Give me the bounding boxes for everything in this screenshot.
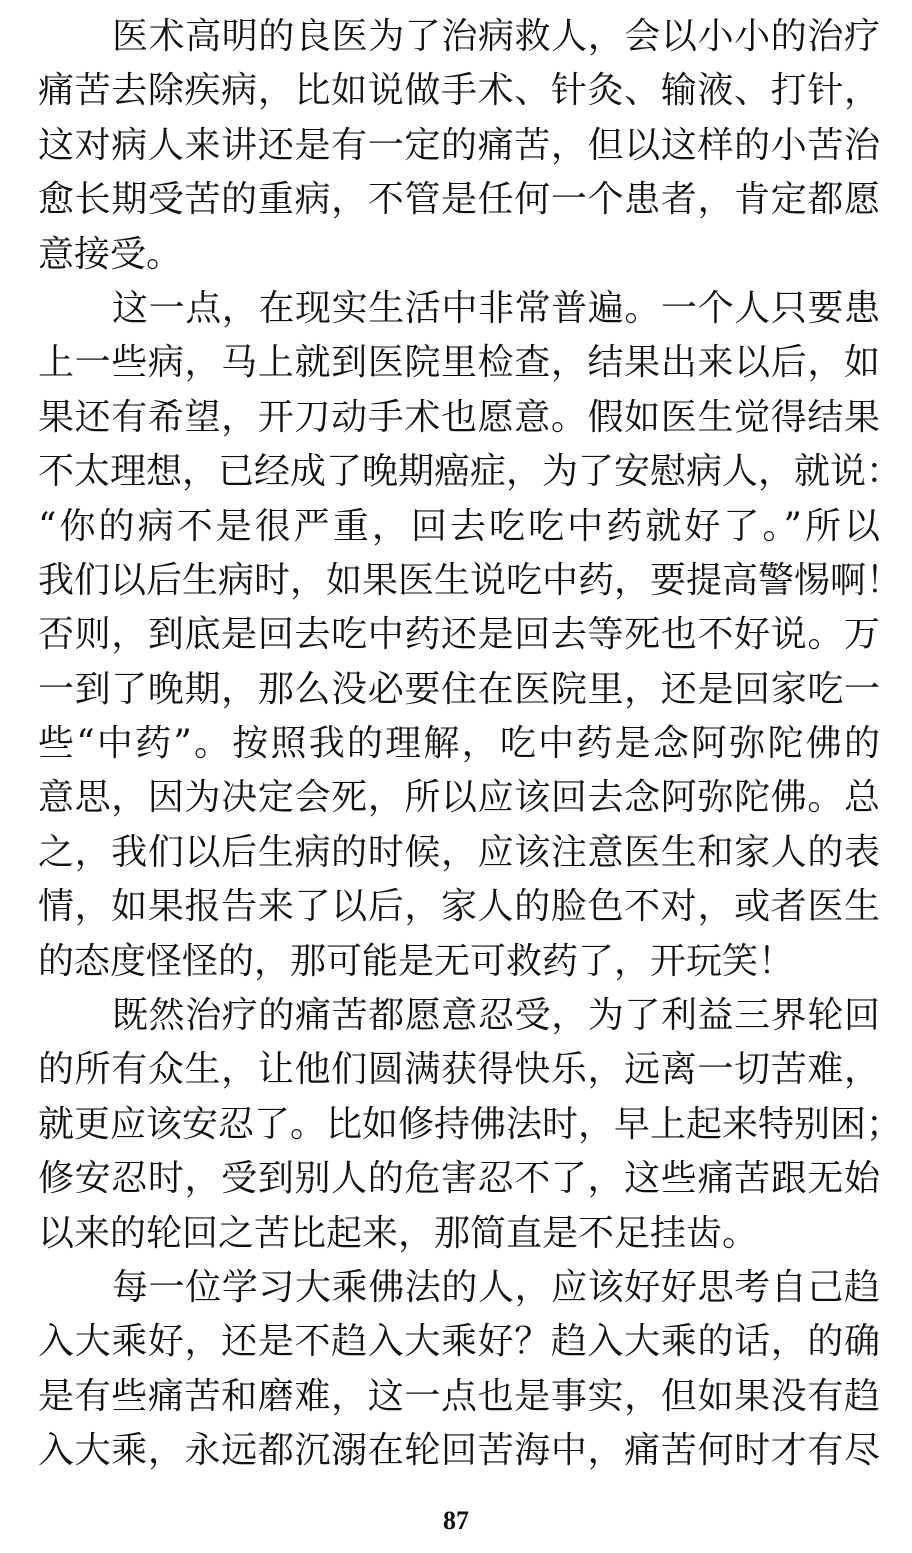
text-line: 意思，因为决定会死，所以应该回去念阿弥陀佛。总: [38, 777, 880, 819]
text-line: “你的病不是很严重，回去吃吃中药就好了。”所以: [38, 505, 880, 547]
text-line: 些“中药”。按照我的理解，吃中药是念阿弥陀佛的: [38, 723, 880, 765]
text-line: 意接受。: [38, 233, 183, 275]
text-line: 情，如果报告来了以后，家人的脸色不对，或者医生: [38, 886, 880, 928]
text-line: 愈长期受苦的重病，不管是任何一个患者，肯定都愿: [38, 179, 880, 221]
text-line: 之，我们以后生病的时候，应该注意医生和家人的表: [38, 831, 880, 873]
paragraph: [38, 10, 880, 282]
paragraph: [38, 989, 903, 1261]
text-line: 不太理想，已经成了晚期癌症，为了安慰病人，就说：: [38, 451, 903, 493]
text-line: 是有些痛苦和磨难，这一点也是事实，但如果没有趋: [38, 1375, 880, 1417]
text-line: 否则，到底是回去吃中药还是回去等死也不好说。万: [38, 614, 880, 656]
text-line: 一到了晚期，那么没必要住在医院里，还是回家吃一: [38, 668, 880, 710]
text-line: 入大乘好，还是不趋入大乘好？趋入大乘的话，的确: [38, 1321, 880, 1363]
page-number: 87: [443, 1506, 469, 1535]
text-line: 入大乘，永远都沉溺在轮回苦海中，痛苦何时才有尽: [38, 1430, 880, 1472]
text-line: 既然治疗的痛苦都愿意忍受，为了利益三界轮回: [112, 995, 880, 1037]
paragraph: [38, 282, 903, 989]
page-body: [38, 10, 903, 1479]
text-line: 痛苦去除疾病，比如说做手术、针灸、输液、打针，: [38, 70, 880, 112]
text-line: 的所有众生，让他们圆满获得快乐，远离一切苦难，: [38, 1049, 880, 1091]
text-line: 果还有希望，开刀动手术也愿意。假如医生觉得结果: [38, 396, 880, 438]
text-line: 上一些病，马上就到医院里检查，结果出来以后，如: [38, 342, 880, 384]
text-line: 这对病人来讲还是有一定的痛苦，但以这样的小苦治: [38, 124, 880, 166]
text-line: 就更应该安忍了。比如修持佛法时，早上起来特别困；: [38, 1103, 903, 1145]
text-line: 医术高明的良医为了治病救人，会以小小的治疗: [112, 16, 880, 57]
text-line: 的态度怪怪的，那可能是无可救药了，开玩笑！: [38, 940, 795, 982]
text-line: 修安忍时，受到别人的危害忍不了，这些痛苦跟无始: [38, 1158, 880, 1200]
text-line: 以来的轮回之苦比起来，那简直是不足挂齿。: [38, 1212, 759, 1254]
text-line: 这一点，在现实生活中非常普遍。一个人只要患: [112, 287, 880, 329]
text-line: 我们以后生病时，如果医生说吃中药，要提高警惕啊！: [38, 559, 903, 601]
paragraph: [38, 1261, 880, 1479]
text-line: 每一位学习大乘佛法的人，应该好好思考自己趋: [112, 1266, 880, 1308]
